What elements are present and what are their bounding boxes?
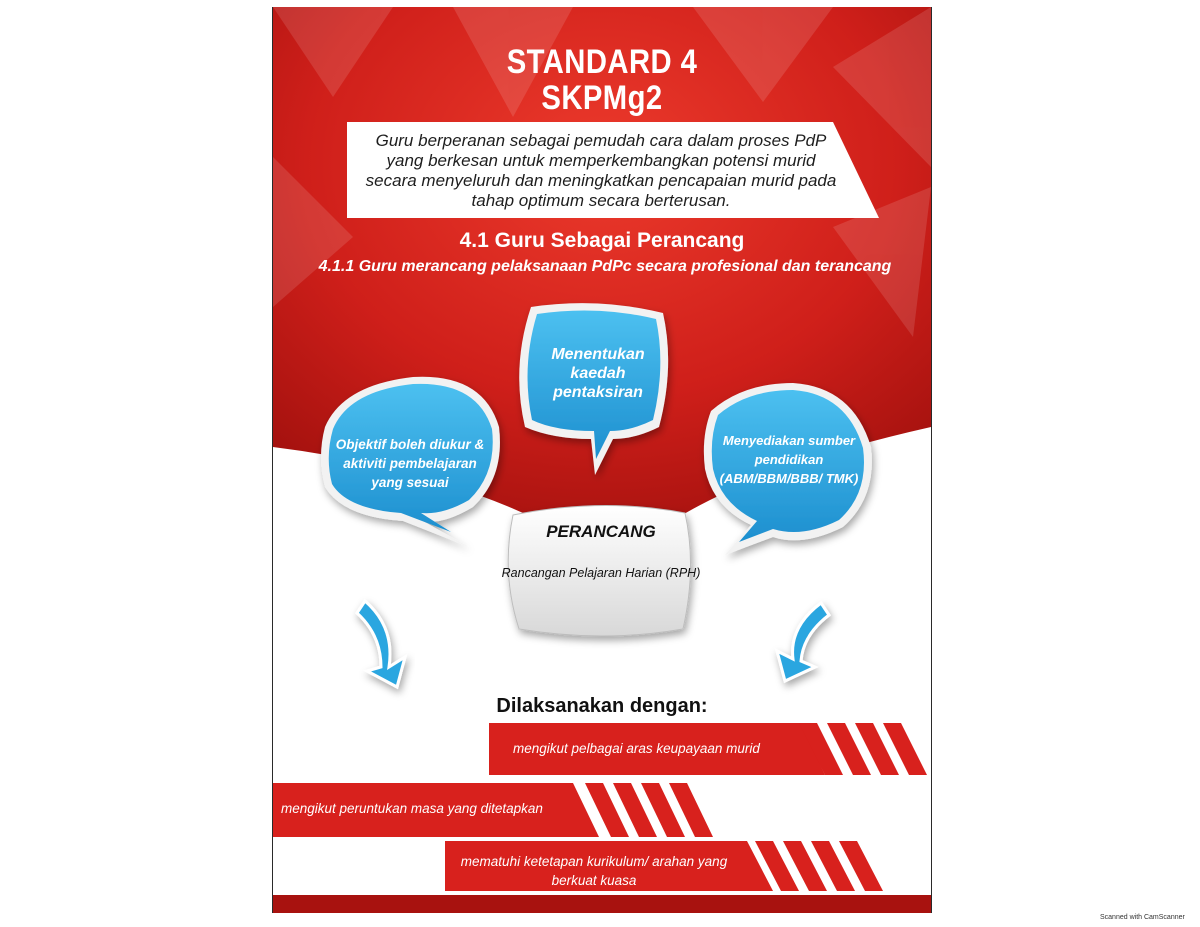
bubble-right-text: Menyediakan sumber pendidikan (ABM/BBM/BBB/ TMK) bbox=[719, 433, 859, 486]
implemented-heading: Dilaksanakan dengan: bbox=[496, 695, 708, 717]
intro-text: Guru berperanan sebagai pemudah cara dalam proses PdP yang berkesan untuk memperkembangkan potensi murid secara menyeluruh dan meningkatkan pencapaian murid pada tahap optimum secara berterusan. bbox=[365, 131, 837, 210]
section-heading: 4.1 Guru Sebagai Perancang bbox=[459, 229, 745, 252]
band-3-text: mematuhi ketetapan kurikulum/ arahan yang berkuat kuasa bbox=[460, 854, 728, 888]
footer-strip bbox=[273, 895, 931, 913]
band-1-text: mengikut pelbagai aras keupayaan murid bbox=[513, 741, 760, 756]
title-standard: STANDARD 4 bbox=[506, 43, 698, 81]
band-2-text: mengikut peruntukan masa yang ditetapkan bbox=[281, 801, 543, 816]
bubble-left-text: Objektif boleh diukur & aktiviti pembelajaran yang sesuai bbox=[335, 437, 485, 490]
center-title: PERANCANG bbox=[546, 522, 656, 541]
center-subtitle: Rancangan Pelajaran Harian (RPH) bbox=[501, 566, 701, 580]
title-skpmg2: SKPMg2 bbox=[541, 79, 663, 117]
poster bbox=[272, 7, 932, 913]
section-subheading: 4.1.1 Guru merancang pelaksanaan PdPc secara profesional dan terancang bbox=[318, 258, 892, 275]
bubble-top-text: Menentukan kaedah pentaksiran bbox=[551, 346, 645, 401]
scanner-watermark: Scanned with CamScanner bbox=[1100, 914, 1185, 921]
arrow-right-icon bbox=[777, 603, 829, 681]
arrow-left-icon bbox=[357, 601, 405, 687]
